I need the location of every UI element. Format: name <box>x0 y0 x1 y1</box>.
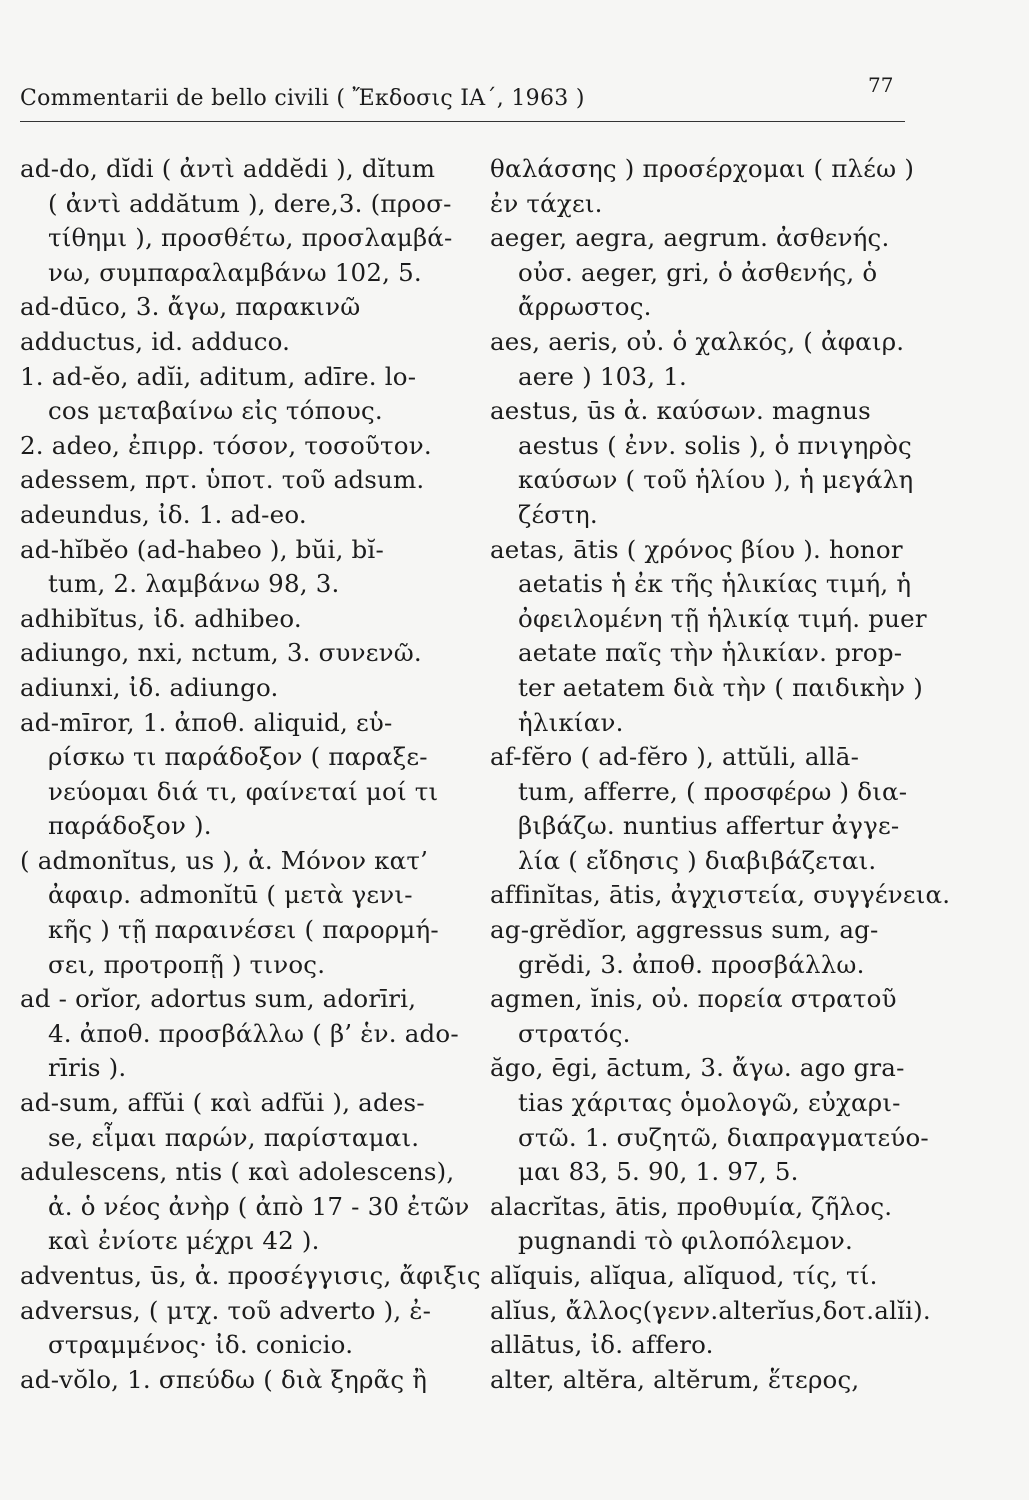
entry-line: 2. adeo, ἐπιρρ. τόσον, τοσοῦτον. <box>20 430 432 460</box>
entry-line: θαλάσσης ) προσέρχομαι ( πλέω ) <box>490 154 915 183</box>
entry-line: καὶ ἐνίοτε μέχρι 42 ). <box>48 1226 320 1256</box>
entry-line: alacrĭtas, ātis, προθυμία, ζῆλος. <box>490 1191 893 1221</box>
entry-line: affinĭtas, ātis, ἀγχιστεία, συγγένεια. <box>490 880 951 910</box>
entry-line: κῆς ) τῇ παραινέσει ( παρορμή- <box>48 915 439 945</box>
entry-line: adversus, ( μτχ. τοῦ adverto ), ἐ- <box>20 1295 432 1325</box>
entry-line: λία ( εἴδησις ) διαβιβάζεται. <box>518 845 877 875</box>
entry-line: ad - orĭor, adortus sum, adorīri, <box>20 984 417 1014</box>
entry-line: ρίσκω τι παράδοξον ( παραξε- <box>48 742 428 772</box>
entry-line: aetatis ἡ ἐκ τῆς ἡλικίας τιμή, ἡ <box>518 569 912 599</box>
entry-line: adhibĭtus, ἰδ. adhibeo. <box>20 603 302 633</box>
entry-line: ad-hĭbĕo (ad-habeo ), bŭi, bĭ- <box>20 534 384 564</box>
entry-line: στραμμένος· ἰδ. conicio. <box>48 1330 354 1360</box>
entry-line: adeundus, ἰδ. 1. ad-eo. <box>20 499 307 529</box>
right-column <box>490 152 951 1397</box>
entry-line: allātus, ἰδ. affero. <box>490 1330 714 1360</box>
header-rule <box>20 121 905 122</box>
entry-line: tum, afferre, ( προσφέρω ) δια- <box>518 776 908 806</box>
entry-line: στῶ. 1. συζητῶ, διαπραγματεύο- <box>518 1122 929 1152</box>
entry-line: aetas, ātis ( χρόνος βίου ). honor <box>490 534 903 564</box>
entry-line: aestus, ūs ἀ. καύσων. magnus <box>490 396 871 426</box>
entry-line: ἡλικίαν. <box>518 707 624 737</box>
entry-line: νω, συμπαραλαμβάνω 102, 5. <box>48 257 422 287</box>
entry-line: τίθημι ), προσθέτω, προσλαμβά- <box>48 223 453 253</box>
entry-line: cos μεταβαίνω εἰς τόπους. <box>48 396 383 426</box>
entry-line: παράδοξον ). <box>48 811 212 841</box>
entry-line: tias χάριτας ὁμολογῶ, εὐχαρι- <box>518 1088 901 1118</box>
entry-line: adiungo, nxi, nctum, 3. συνενῶ. <box>20 638 422 668</box>
entry-line: adductus, id. adduco. <box>20 326 291 356</box>
entry-line: se, εἶμαι παρών, παρίσταμαι. <box>48 1122 420 1152</box>
entry-line: στρατός. <box>518 1018 631 1048</box>
entry-line: adventus, ūs, ἀ. προσέγγισις, ἄφιξις <box>20 1261 481 1290</box>
entry-line: agmen, ĭnis, οὐ. πορεία στρατοῦ <box>490 984 897 1014</box>
page-number: 77 <box>868 73 894 97</box>
entry-line: 4. ἀποθ. προσβάλλω ( β’ ἑν. ado- <box>48 1018 459 1048</box>
entry-line: ad-vŏlo, 1. σπεύδω ( διὰ ξηρᾶς ἢ <box>20 1364 428 1394</box>
entry-line: aes, aeris, οὐ. ὁ χαλκός, ( ἀφαιρ. <box>490 326 905 356</box>
running-title: Commentarii de bello civili ( Ἔκδοσις ΙΑ΄, 1963 ) <box>20 86 585 111</box>
entry-line: aeger, aegra, aegrum. ἀσθενής. <box>490 223 890 253</box>
entry-line: 1. ad-ĕo, adĭi, aditum, adīre. lo- <box>20 361 417 391</box>
entry-line: adessem, πρτ. ὑποτ. τοῦ adsum. <box>20 465 425 495</box>
entry-line: alĭus, ἄλλος(γενν.alterĭus,δοτ.alĭi). <box>490 1295 931 1325</box>
entry-line: adiunxi, ἰδ. adiungo. <box>20 672 279 702</box>
entry-line: ag-grĕdĭor, aggressus sum, ag- <box>490 915 879 945</box>
entry-line: tum, 2. λαμβάνω 98, 3. <box>48 569 340 599</box>
entry-line: ăgo, ēgi, āctum, 3. ἄγω. ago gra- <box>490 1053 905 1083</box>
entry-line: alĭquis, alĭqua, alĭquod, τίς, τί. <box>490 1261 878 1290</box>
entry-line: ὀφειλομένη τῇ ἡλικίᾳ τιμή. puer <box>518 603 927 633</box>
entry-line: ad-dūco, 3. ἄγω, παρακινῶ <box>20 292 361 322</box>
entry-line: ad-sum, affŭi ( καὶ adfŭi ), ades- <box>20 1088 425 1118</box>
entry-line: ( ἀντὶ addătum ), dere,3. (προσ- <box>48 188 452 218</box>
entry-line: ( admonĭtus, us ), ἀ. Μόνον κατ’ <box>20 845 429 875</box>
entry-line: ἄρρωστος. <box>518 292 652 322</box>
entry-line: ter aetatem διὰ τὴν ( παιδικὴν ) <box>518 672 923 702</box>
entry-line: rīris ). <box>48 1053 127 1083</box>
entry-line: aetate παῖς τὴν ἡλικίαν. prop- <box>518 638 903 668</box>
left-column <box>20 152 490 1397</box>
entry-line: ἀφαιρ. admonĭtū ( μετὰ γενι- <box>48 880 413 910</box>
entry-line: grĕdi, 3. ἀποθ. προσβάλλω. <box>518 949 865 979</box>
entry-line: adulescens, ntis ( καὶ adolescens), <box>20 1157 455 1187</box>
entry-line: μαι 83, 5. 90, 1. 97, 5. <box>518 1157 799 1187</box>
entry-line: ἐν τάχει. <box>490 188 603 218</box>
entry-line: ἀ. ὁ νέος ἀνὴρ ( ἀπὸ 17 - 30 ἐτῶν <box>48 1191 470 1221</box>
entry-line: alter, altĕra, altĕrum, ἕτερος, <box>490 1364 860 1394</box>
entry-line: καύσων ( τοῦ ἡλίου ), ἡ μεγάλη <box>518 465 914 495</box>
entry-line: aere ) 103, 1. <box>518 361 687 391</box>
entry-line: ad-mīror, 1. ἀποθ. aliquid, εὑ- <box>20 707 393 737</box>
entry-line: ζέστη. <box>518 499 598 529</box>
entry-line: οὐσ. aeger, gri, ὁ ἀσθενής, ὁ <box>518 257 878 287</box>
entry-line: βιβάζω. nuntius affertur ἀγγε- <box>518 811 900 841</box>
entry-line: pugnandi τὸ φιλοπόλεμον. <box>518 1226 853 1256</box>
entry-line: ad-do, dĭdi ( ἀντὶ addĕdi ), dĭtum <box>20 154 436 183</box>
entry-line: aestus ( ἐνν. solis ), ὁ πνιγηρὸς <box>518 430 912 460</box>
entry-line: νεύομαι διά τι, φαίνεταί μοί τι <box>48 776 439 806</box>
entry-line: σει, προτροπῇ ) τινος. <box>48 949 326 979</box>
entry-line: af-fĕro ( ad-fĕro ), attŭli, allā- <box>490 742 860 772</box>
